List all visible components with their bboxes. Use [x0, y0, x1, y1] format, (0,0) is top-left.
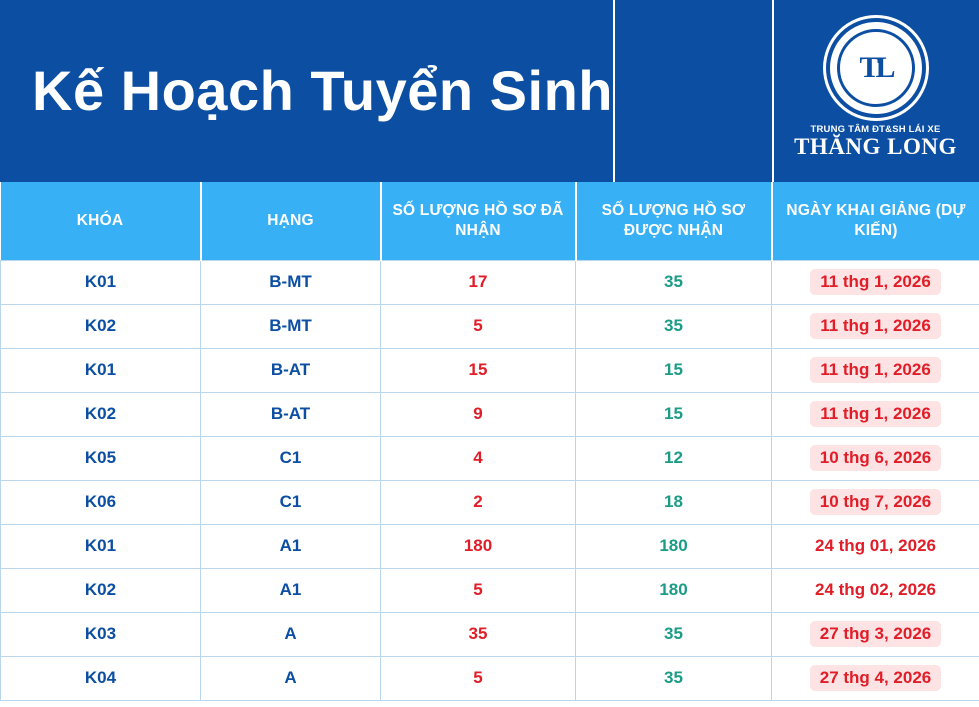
table-row [1, 436, 979, 480]
page-header [0, 0, 979, 182]
cell-received: 5 [381, 568, 576, 612]
cell-course: K06 [1, 480, 201, 524]
column-header-course: KHÓA [1, 182, 201, 260]
cell-rank: C1 [201, 436, 381, 480]
cell-course: K01 [1, 524, 201, 568]
cell-start-date [772, 524, 979, 568]
cell-rank: A [201, 612, 381, 656]
cell-capacity: 35 [576, 612, 772, 656]
cell-received: 4 [381, 436, 576, 480]
table-row [1, 304, 979, 348]
cell-start-date [772, 392, 979, 436]
cell-capacity: 35 [576, 304, 772, 348]
table-row [1, 568, 979, 612]
cell-received: 5 [381, 304, 576, 348]
cell-rank: A1 [201, 524, 381, 568]
cell-start-date [772, 656, 979, 700]
cell-start-date [772, 612, 979, 656]
table-row [1, 392, 979, 436]
cell-capacity: 180 [576, 568, 772, 612]
cell-rank: B-AT [201, 348, 381, 392]
cell-rank: B-MT [201, 260, 381, 304]
cell-received: 15 [381, 348, 576, 392]
start-date-badge: 10 thg 7, 2026 [810, 489, 942, 515]
logo-org-line2: THĂNG LONG [794, 134, 957, 159]
cell-start-date [772, 304, 979, 348]
start-date-badge: 11 thg 1, 2026 [810, 269, 941, 295]
cell-start-date [772, 436, 979, 480]
column-header-start-date: NGÀY KHAI GIẢNG (DỰ KIẾN) [772, 182, 979, 260]
column-header-capacity: SỐ LƯỢNG HỒ SƠ ĐƯỢC NHẬN [576, 182, 772, 260]
table-row [1, 656, 979, 700]
cell-rank: B-AT [201, 392, 381, 436]
logo-inner-ring [837, 29, 915, 107]
start-date-badge: 11 thg 1, 2026 [810, 357, 941, 383]
cell-capacity: 35 [576, 656, 772, 700]
cell-start-date [772, 260, 979, 304]
cell-course: K05 [1, 436, 201, 480]
table-header-row [1, 182, 979, 260]
cell-capacity: 35 [576, 260, 772, 304]
cell-start-date [772, 348, 979, 392]
start-date-badge: 27 thg 4, 2026 [810, 665, 942, 691]
admissions-table [0, 182, 979, 701]
start-date-badge: 11 thg 1, 2026 [810, 313, 941, 339]
header-divider-right [772, 0, 774, 182]
table-row [1, 348, 979, 392]
cell-course: K02 [1, 304, 201, 348]
header-title-zone [0, 0, 613, 182]
header-middle-panel [613, 0, 772, 182]
cell-course: K04 [1, 656, 201, 700]
logo-org-line1: TRUNG TÂM ĐT&SH LÁI XE [810, 124, 941, 135]
table-row [1, 612, 979, 656]
cell-course: K01 [1, 260, 201, 304]
column-header-received: SỐ LƯỢNG HỒ SƠ ĐÃ NHẬN [381, 182, 576, 260]
column-header-rank: HẠNG [201, 182, 381, 260]
cell-received: 9 [381, 392, 576, 436]
cell-rank: A [201, 656, 381, 700]
cell-capacity: 180 [576, 524, 772, 568]
cell-rank: B-MT [201, 304, 381, 348]
logo-monogram: TL [859, 51, 892, 84]
admissions-table-wrapper [0, 182, 979, 701]
cell-capacity: 18 [576, 480, 772, 524]
header-logo-zone [772, 0, 979, 182]
cell-rank: A1 [201, 568, 381, 612]
cell-start-date [772, 480, 979, 524]
cell-received: 35 [381, 612, 576, 656]
table-row [1, 524, 979, 568]
start-date-badge: 11 thg 1, 2026 [810, 401, 941, 427]
cell-course: K03 [1, 612, 201, 656]
start-date-badge: 10 thg 6, 2026 [810, 445, 942, 471]
table-body [1, 260, 979, 700]
cell-capacity: 15 [576, 348, 772, 392]
cell-course: K02 [1, 568, 201, 612]
cell-received: 2 [381, 480, 576, 524]
driving-school-emblem-icon [826, 18, 926, 118]
cell-rank: C1 [201, 480, 381, 524]
start-date-badge: 24 thg 02, 2026 [815, 580, 936, 599]
table-row [1, 480, 979, 524]
header-divider-left [613, 0, 615, 182]
cell-received: 5 [381, 656, 576, 700]
table-row [1, 260, 979, 304]
cell-course: K02 [1, 392, 201, 436]
start-date-badge: 24 thg 01, 2026 [815, 536, 936, 555]
cell-capacity: 12 [576, 436, 772, 480]
cell-received: 180 [381, 524, 576, 568]
cell-capacity: 15 [576, 392, 772, 436]
start-date-badge: 27 thg 3, 2026 [810, 621, 942, 647]
cell-received: 17 [381, 260, 576, 304]
page-title: Kế Hoạch Tuyển Sinh [32, 58, 613, 122]
cell-course: K01 [1, 348, 201, 392]
cell-start-date [772, 568, 979, 612]
